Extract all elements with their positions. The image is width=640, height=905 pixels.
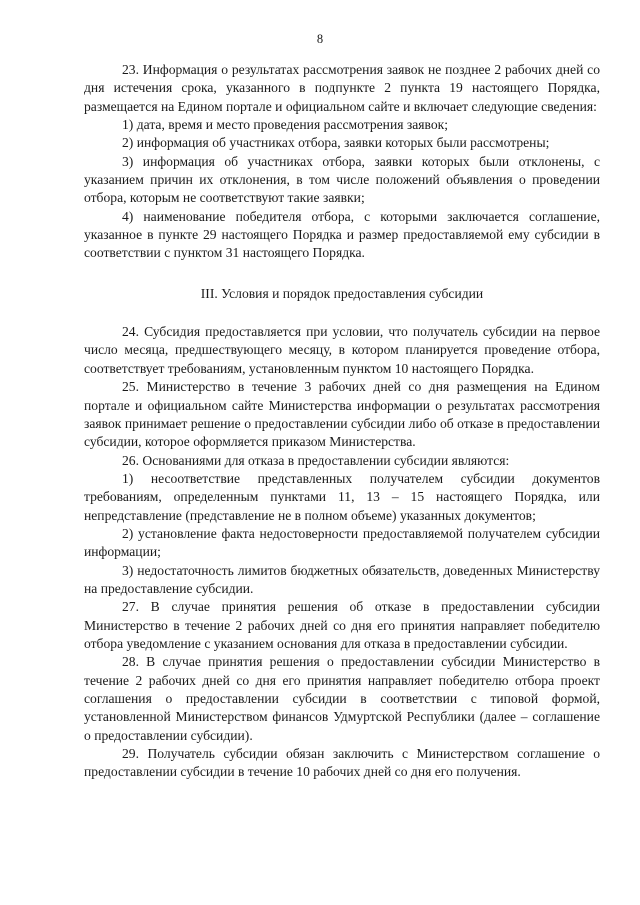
paragraph-23-item-1: 1) дата, время и место проведения рассмотрения заявок; (122, 117, 449, 133)
paragraph-29: 29. Получатель субсидии обязан заключить с Министерством соглашение о предоставлении субсидии в течение 10 рабочих дней со дня его получения. (84, 746, 600, 780)
section-heading: III. Условия и порядок предоставления субсидии (200, 285, 484, 301)
paragraph-23-item-4: 4) наименование победителя отбора, с которыми заключается соглашение, указанное в пункте 29 настоящего Порядка и размер предоставляемой ему субсидии в соответствии с пунктом 31 настоящего Порядка. (84, 208, 600, 261)
paragraph-23: 23. Информация о результатах рассмотрения заявок не позднее 2 рабочих дней со дня истечения срока, указанного в подпункте 2 пункта 19 настоящего Порядка, размещается на Едином портале и официальном сайте и включает следующие сведения: (84, 62, 600, 114)
paragraph-28: 28. В случае принятия решения о предоставлении субсидии Министерство в течение 2 рабочих дней со дня его принятия направляет победителю отбора проект соглашения о предоставлении субсидии в соответствии с типовой формой, установленной Министерством финансов Удмуртской Республики (далее – соглашение о предоставлении субсидии). (84, 654, 600, 743)
paragraph-24: 24. Субсидия предоставляется при условии, что получатель субсидии на первое число месяца, предшествующего месяцу, в котором планируется проведение отбора, соответствует требованиям, установленным пунктом 10 настоящего Порядка. (84, 324, 600, 376)
page-number: 8 (316, 32, 324, 46)
paragraph-23-item-3: 3) информация об участниках отбора, заявки которых были отклонены, с указанием причин их отклонения, в том числе положений объявления о проведении отбора, которым не соответствуют такие заявки; (84, 153, 600, 206)
paragraph-26-item-3: 3) недостаточность лимитов бюджетных обязательств, доведенных Министерству на предоставление субсидии. (84, 562, 600, 596)
paragraph-26-item-1: 1) несоответствие представленных получателем субсидии документов требованиям, определенным пунктами 11, 13 – 15 настоящего Порядка, или непредставление (представление не в полном объеме) указанных документов; (84, 470, 600, 523)
document-body (84, 61, 600, 782)
paragraph-23-item-2: 2) информация об участниках отбора, заявки которых были рассмотрены; (122, 135, 550, 151)
paragraph-27: 27. В случае принятия решения об отказе в предоставлении субсидии Министерство в течение 2 рабочих дней со дня его принятия направляет победителю отбора уведомление с указанием основания для отказа в предоставлении субсидии. (84, 599, 600, 651)
paragraph-26-item-2: 2) установление факта недостоверности предоставляемой получателем субсидии информации; (84, 525, 600, 560)
paragraph-26: 26. Основаниями для отказа в предоставлении субсидии являются: (122, 452, 510, 468)
paragraph-25: 25. Министерство в течение 3 рабочих дней со дня размещения на Едином портале и официальном сайте Министерства информации о результатах рассмотрения заявок принимает решение о предоставлении субсидии либо об отказе в предоставлении субсидии, которое оформляется приказом Министерства. (84, 379, 600, 450)
